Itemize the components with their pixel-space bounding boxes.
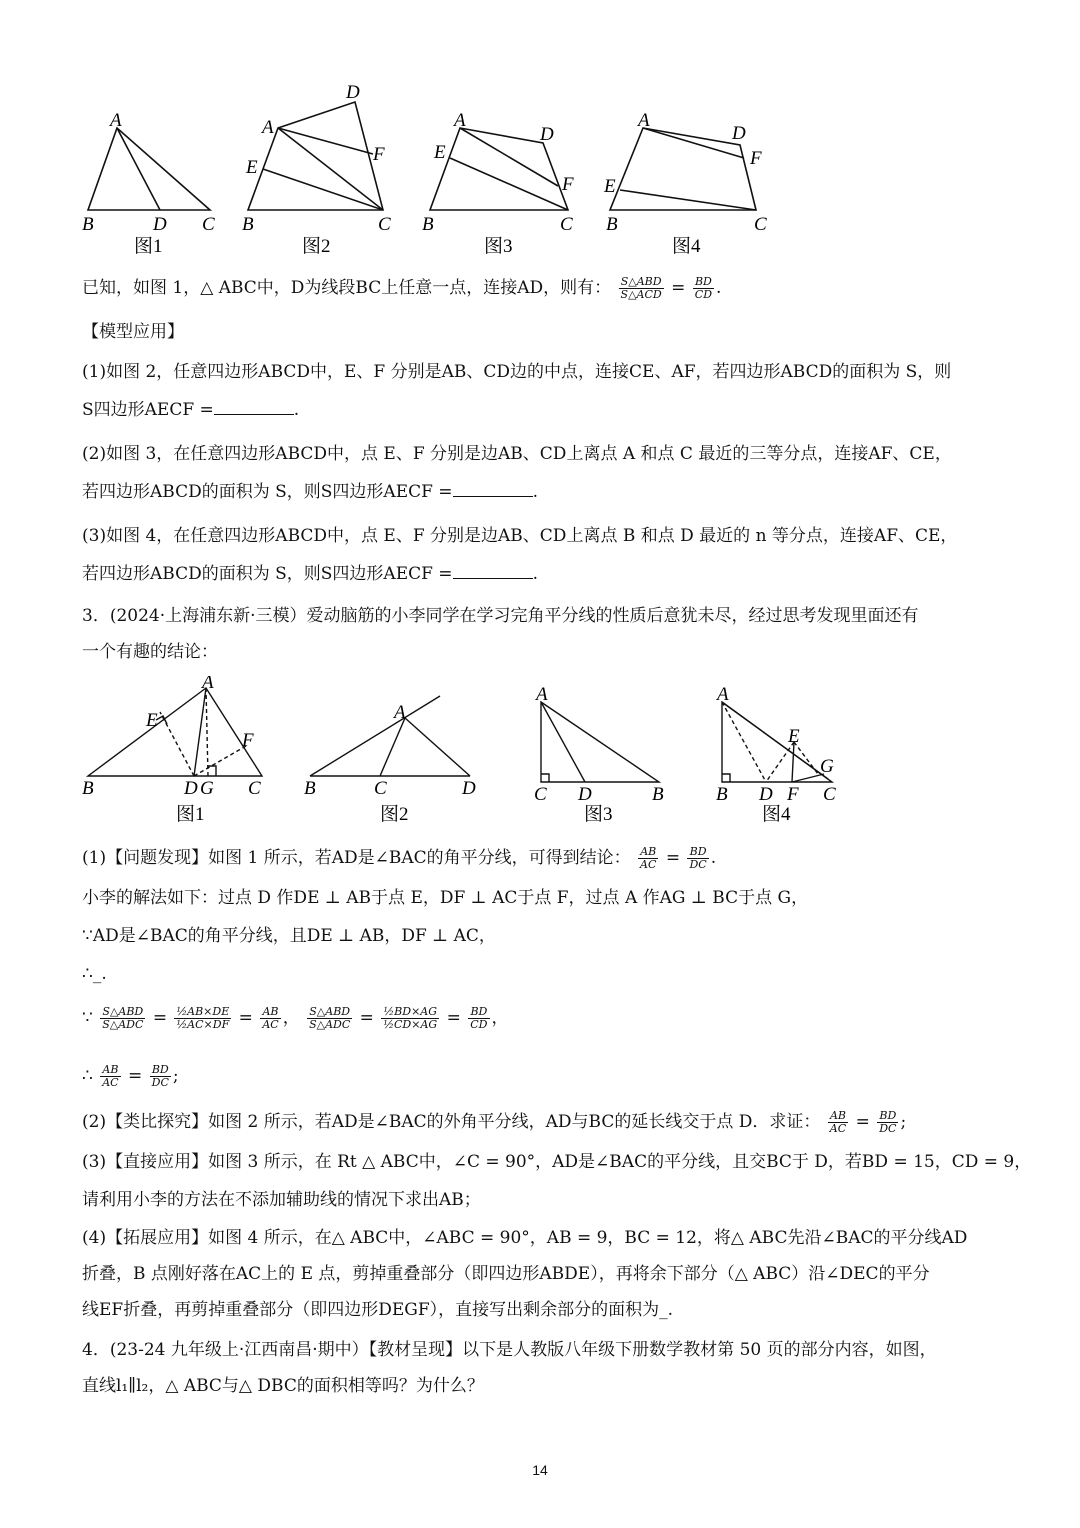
fig-label: E — [434, 142, 446, 163]
solution-step-1: (1)【问题发现】如图 1 所示，若AD是∠BAC的角平分线，可得到结论： $\frac{AB}{AC}$ = $\frac{BD}{DC}$ . — [82, 845, 717, 871]
fig-label: C — [378, 214, 391, 235]
fig-label: D — [184, 778, 198, 799]
question-1-line-2: S四边形AECF = . — [82, 400, 300, 420]
fraction: $\frac{BD}{CD}$ — [470, 1005, 488, 1031]
fig-label: B — [422, 214, 434, 235]
fig-label: B — [606, 214, 618, 235]
answer-blank[interactable] — [214, 400, 294, 415]
figure-caption: 图3 — [484, 236, 513, 257]
fraction: $\frac{AB}{AC}$ — [640, 845, 657, 871]
question-1-line-1: (1)如图 2，任意四边形ABCD中，E、F 分别是AB、CD边的中点，连接CE、AF，若四边形ABCD的面积为 S，则 — [82, 362, 952, 382]
fig-label: A — [717, 684, 729, 705]
fig-label: C — [248, 778, 261, 799]
fig-label: C — [823, 784, 836, 805]
figure-top-2 — [238, 80, 408, 258]
fraction: $\frac{BD}{CD}$ — [694, 275, 713, 301]
task-3-line-1: (3)【直接应用】如图 3 所示，在 Rt △ ABC中，∠C = 90°，AD是∠BAC的平分线，且交BC于 D，若BD = 15，CD = 9， — [82, 1152, 1032, 1172]
task-4-line-3: 线EF折叠，再剪掉重叠部分（即四边形DEGF），直接写出剩余部分的面积为_. — [82, 1300, 674, 1320]
fig-label: E — [788, 726, 800, 747]
solution-step-6: ∴ $\frac{AB}{AC}$ = $\frac{BD}{DC}$ ; — [82, 1063, 179, 1089]
fig-label: F — [373, 144, 385, 165]
fig-label: E — [604, 176, 616, 197]
fig-label: B — [82, 214, 94, 235]
question-2-line-2: 若四边形ABCD的面积为 S，则S四边形AECF = . — [82, 482, 538, 502]
problem-4-line-1: 4．(23-24 九年级上·江西南昌·期中）【教材呈现】以下是人教版八年级下册数学教材第 50 页的部分内容，如图， — [82, 1340, 937, 1360]
section-heading: 【模型应用】 — [82, 322, 184, 342]
fig-label: C — [754, 214, 767, 235]
figure-caption: 图4 — [762, 804, 791, 825]
fig-label: C — [374, 778, 387, 799]
task-4-line-1: (4)【拓展应用】如图 4 所示，在△ ABC中，∠ABC = 90°，AB = 9，BC = 12，将△ ABC先沿∠BAC的平分线AD — [82, 1228, 968, 1248]
fig-label: B — [82, 778, 94, 799]
figure-caption: 图4 — [672, 236, 701, 257]
answer-blank[interactable] — [453, 482, 533, 497]
fig-label: C — [202, 214, 215, 235]
fig-label: F — [750, 148, 762, 169]
figure-q3-2 — [300, 686, 500, 826]
figure-caption: 图1 — [134, 236, 163, 257]
fig-label: D — [346, 82, 360, 103]
problem-3-line-1: 3．(2024·上海浦东新·三模）爱动脑筋的小李同学在学习完角平分线的性质后意犹未尽，经过思考发现里面还有 — [82, 606, 919, 626]
figure-caption: 图2 — [302, 236, 331, 257]
answer-blank[interactable] — [453, 564, 533, 579]
fraction: $\frac{\text{½BD×AG}}{\text{½CD×AG}}$ — [383, 1005, 438, 1031]
fig-label: F — [787, 784, 799, 805]
fig-label: A — [638, 110, 650, 131]
task-4-line-2: 折叠，B 点刚好落在AC上的 E 点，剪掉重叠部分（即四边形ABDE），再将余下部分（△ ABC）沿∠DEC的平分 — [82, 1264, 930, 1284]
page-number: 14 — [532, 1462, 548, 1478]
fig-label: A — [262, 117, 274, 138]
fig-label: G — [200, 778, 214, 799]
fraction: $\frac{AB}{AC}$ — [262, 1005, 279, 1031]
figure-q3-3 — [526, 684, 676, 826]
fig-label: B — [652, 784, 664, 805]
fraction: $\frac{\text{S△ABD}}{\text{S△ADC}}$ — [102, 1005, 144, 1031]
fraction: $\frac{AB}{AC}$ — [102, 1063, 119, 1089]
fig-label: F — [242, 730, 254, 751]
figure-top-4 — [600, 108, 780, 258]
fig-label: D — [540, 124, 554, 145]
fraction: $\frac{\text{½AB×DE}}{\text{½AC×DF}}$ — [176, 1005, 230, 1031]
solution-step-2: 小李的解法如下：过点 D 作DE ⊥ AB于点 E，DF ⊥ AC于点 F，过点 A 作AG ⊥ BC于点 G， — [82, 888, 809, 908]
fig-label: A — [454, 110, 466, 131]
fig-label: F — [562, 174, 574, 195]
fig-label: D — [153, 214, 167, 235]
fig-label: A — [110, 110, 122, 131]
fraction: $\frac{AB}{AC}$ — [829, 1109, 847, 1135]
task-2: (2)【类比探究】如图 2 所示，若AD是∠BAC的外角平分线，AD与BC的延长线交于点 D．求证： $\frac{AB}{AC}$ = $\frac{BD}{DC}$ ; — [82, 1109, 907, 1135]
figure-top-3 — [420, 108, 590, 258]
question-3-line-1: (3)如图 4，在任意四边形ABCD中，点 E、F 分别是边AB、CD上离点 B 和点 D 最近的 n 等分点，连接AF、CE， — [82, 526, 958, 546]
problem-4-line-2: 直线l₁∥l₂，△ ABC与△ DBC的面积相等吗？为什么？ — [82, 1376, 484, 1396]
fraction: $\frac{\text{S△ABD}}{\text{S△ACD}}$ — [620, 275, 662, 301]
fig-label: D — [732, 123, 746, 144]
fig-label: B — [716, 784, 728, 805]
fraction: $\frac{\text{S△ABD}}{\text{S△ADC}}$ — [309, 1005, 351, 1031]
solution-step-5: ∵ $\frac{\text{S△ABD}}{\text{S△ADC}}$ = $\frac{\text{½AB×DE}}{\text{½AC×DF}}$ = $\frac{AB}{AC}$ ， $\frac{\text{S△ABD}}{\text{S△ADC}}$ = $\frac{\text{½BD×AG}}{\text{½CD×AG}}$ = $\frac{BD}{CD}$ ， — [82, 1005, 509, 1031]
fig-label: D — [578, 784, 592, 805]
figure-caption: 图3 — [584, 804, 613, 825]
fig-label: C — [534, 784, 547, 805]
fig-label: B — [242, 214, 254, 235]
fig-label: A — [536, 684, 548, 705]
figure-top-1 — [78, 108, 228, 258]
known-statement: 已知，如图 1，△ ABC中，D为线段BC上任意一点，连接AD，则有： $\frac{\text{S△ABD}}{\text{S△ACD}}$ = $\frac{BD}{CD}$ . — [82, 275, 722, 301]
fraction: $\frac{BD}{DC}$ — [689, 845, 707, 871]
question-2-line-1: (2)如图 3，在任意四边形ABCD中，点 E、F 分别是边AB、CD上离点 A 和点 C 最近的三等分点，连接AF、CE， — [82, 444, 952, 464]
fig-label: C — [560, 214, 573, 235]
fig-label: B — [304, 778, 316, 799]
question-3-line-2: 若四边形ABCD的面积为 S，则S四边形AECF = . — [82, 564, 538, 584]
fig-label: A — [202, 676, 214, 693]
figure-caption: 图1 — [176, 804, 205, 825]
fraction: $\frac{BD}{DC}$ — [879, 1109, 897, 1135]
fig-label: D — [462, 778, 476, 799]
solution-step-3: ∵AD是∠BAC的角平分线，且DE ⊥ AB，DF ⊥ AC， — [82, 926, 496, 946]
fig-label: E — [146, 710, 158, 731]
task-3-line-2: 请利用小李的方法在不添加辅助线的情况下求出AB； — [82, 1190, 481, 1210]
figure-q3-4 — [710, 684, 850, 826]
problem-3-line-2: 一个有趣的结论： — [82, 642, 218, 662]
fraction: $\frac{BD}{DC}$ — [151, 1063, 169, 1089]
figure-q3-1 — [78, 676, 278, 826]
solution-step-4: ∴_. — [82, 964, 107, 984]
figure-caption: 图2 — [380, 804, 409, 825]
fig-label: G — [820, 756, 834, 777]
fig-label: A — [394, 702, 406, 723]
fig-label: D — [759, 784, 773, 805]
fig-label: E — [246, 157, 258, 178]
